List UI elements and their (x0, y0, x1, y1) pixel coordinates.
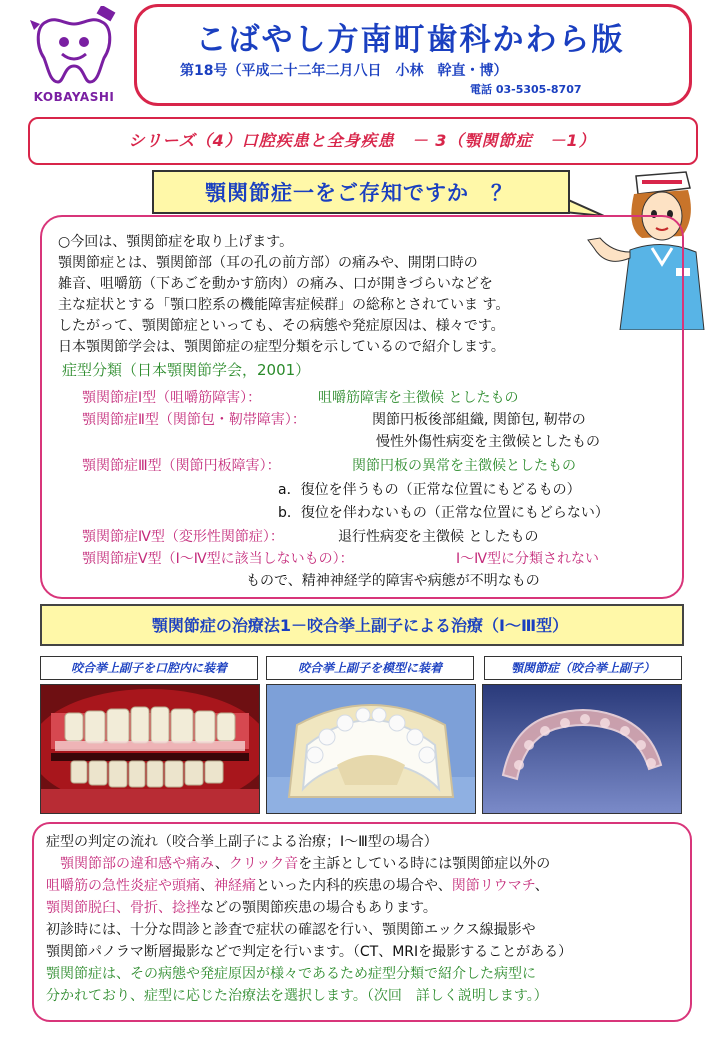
diagnosis-line-1 (60, 854, 550, 875)
intro-line: 主な症状とする「顎口腔系の機能障害症候群」の総称とされていま す。 (58, 297, 510, 313)
symptom-highlight: 顎関節部の違和感や痛み (60, 856, 215, 872)
treatment-title: 顎関節症の治療法1－咬合挙上副子による治療（Ⅰ～Ⅲ型） (151, 616, 569, 635)
disease-highlight: 顎関節脱臼、骨折、捻挫 (46, 900, 200, 916)
diagnosis-text: などの顎関節疾患の場合もあります。 (200, 900, 437, 916)
type3-sub-a: a．復位を伴うもの（正常な位置にもどるもの） (278, 482, 581, 498)
type2-desc: 関節円板後部組織, 関節包, 靭帯の (372, 412, 586, 428)
photo-label-intraoral: 咬合挙上副子を口腔内に装着 (40, 656, 258, 680)
photo-label-splint: 顎関節症（咬合挙上副子） (484, 656, 682, 680)
type1-desc: 咀嚼筋障害を主徴候 としたもの (318, 390, 519, 406)
diagnosis-text: といった内科的疾患の場合や、 (256, 878, 452, 894)
diagnosis-line-5: 顎関節パノラマ断層撮影などで判定を行います。（CT、MRIを撮影することがある） (46, 944, 573, 960)
type5-desc: もので、精神神経学的障害や病態が不明なもの (246, 573, 540, 589)
separator: 、 (534, 878, 549, 894)
diagnosis-line-4: 初診時には、十分な問診と診査で症状の確認を行い、顎関節エックス線撮影や (46, 922, 536, 938)
clinic-logo-text: KOBAYASHI (33, 90, 115, 104)
separator: 、 (214, 856, 229, 872)
diagnosis-line-6: 顎関節症は、その病態や発症原因が様々であるため症型分類で紹介した病型に (46, 966, 536, 982)
intro-line: ○今回は、顎関節症を取り上げます。 (58, 234, 294, 250)
separator: 、 (200, 878, 214, 894)
type5-desc: Ⅰ～Ⅳ型に分類されない (456, 551, 600, 567)
intro-line: 顎関節症とは、顎関節部（耳の孔の前方部）の痛みや、開閉口時の (58, 255, 478, 271)
diagnosis-line-2 (46, 876, 549, 897)
disease-highlight: 神経痛 (214, 878, 256, 894)
phone-number: 電話 03-5305-8707 (470, 83, 582, 96)
photo-label-model: 咬合挙上副子を模型に装着 (266, 656, 474, 680)
symptom-highlight: クリック音 (228, 856, 299, 872)
issue-info: 第18号（平成二十二年二月八日 小林 幹直・博） (180, 63, 508, 79)
series-title: シリーズ（4）口腔疾患と全身疾患 － 3（顎関節症 －1） (128, 131, 596, 150)
tooth-mascot-icon (28, 6, 120, 88)
intraoral-splint-photo (40, 684, 260, 814)
type4-label: 顎関節症Ⅳ型（変形性関節症）： (82, 529, 284, 545)
type4-desc: 退行性病変を主徴候 としたもの (338, 529, 539, 545)
type5-label: 顎関節症Ⅴ型（Ⅰ～Ⅳ型に該当しないもの）： (82, 551, 354, 567)
type3-desc: 関節円板の異常を主徴候としたもの (352, 458, 576, 474)
diagnosis-text: を主訴としている時には顎関節症以外の (298, 856, 551, 872)
type2-desc: 慢性外傷性病変を主徴候としたもの (376, 434, 600, 450)
intro-line: 日本顎関節学会は、顎関節症の症型分類を示しているので紹介します。 (58, 339, 505, 355)
diagnosis-line-3 (46, 898, 437, 919)
type3-sub-b: b．復位を伴わないもの（正常な位置にもどらない） (278, 505, 609, 521)
model-splint-photo (266, 684, 476, 814)
type1-label: 顎関節症Ⅰ型（咀嚼筋障害）： (82, 390, 262, 406)
diagnosis-line-7: 分かれており、症型に応じた治療法を選択します。（次回 詳しく説明します。） (46, 988, 548, 1004)
question-text: 顎関節症一をご存知ですか ？ (205, 181, 513, 205)
disease-highlight: 関節リウマチ (451, 878, 535, 894)
diagnosis-title: 症型の判定の流れ（咬合挙上副子による治療；Ⅰ～Ⅲ型の場合） (46, 834, 438, 850)
disease-highlight: 咀嚼筋の急性炎症や頭痛 (46, 878, 200, 894)
type3-label: 顎関節症Ⅲ型（関節円板障害）： (82, 458, 281, 474)
intro-line: 雑音、咀嚼筋（下あごを動かす筋肉）の痛み、口が開きづらいなどを (58, 276, 493, 292)
splint-device-photo (482, 684, 682, 814)
classification-title: 症型分類（日本顎関節学会，2001） (62, 361, 311, 379)
page-title: こばやし方南町歯科かわら版 (195, 22, 625, 58)
type2-label: 顎関節症Ⅱ型（関節包・靭帯障害）： (82, 412, 306, 428)
intro-line: したがって、顎関節症といっても、その病態や発症原因は、様々です。 (58, 318, 505, 334)
